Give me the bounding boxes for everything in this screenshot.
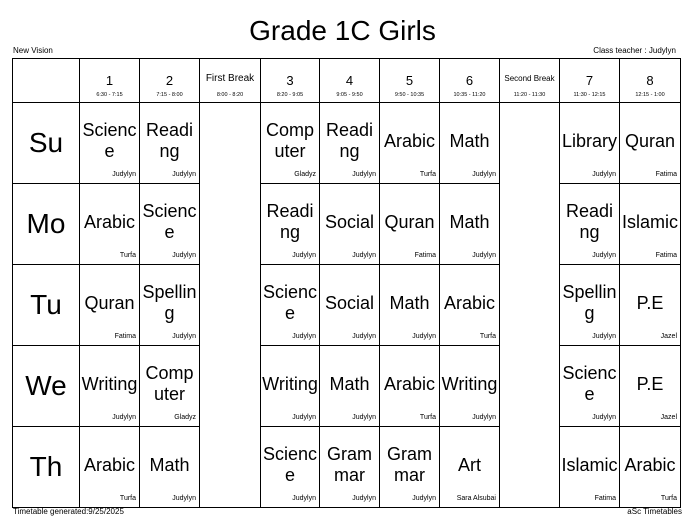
- lesson-cell: [320, 427, 380, 508]
- subject-name: Science: [82, 120, 137, 161]
- subject-name: Grammar: [327, 444, 372, 485]
- day-label: Su: [28, 127, 64, 158]
- subject-name: P.E: [636, 373, 664, 394]
- subject-name: Spelling: [142, 282, 197, 323]
- subject-name: Quran: [624, 130, 676, 151]
- period-header: [560, 59, 620, 103]
- header-row: [13, 59, 681, 103]
- break-column: [500, 103, 560, 508]
- teacher-name: Jazel: [660, 333, 677, 340]
- subject-name: Grammar: [387, 444, 432, 485]
- period-time: 9:05 - 9:50: [336, 92, 363, 98]
- lesson-cell: [140, 103, 200, 184]
- subject-name: Arabic: [83, 454, 136, 475]
- lesson-cell: [320, 265, 380, 346]
- lesson-cell: [380, 427, 440, 508]
- lesson-cell: [560, 427, 620, 508]
- period-time: 7:15 - 8:00: [156, 92, 183, 98]
- teacher-name: Fatima: [414, 252, 436, 259]
- lesson-cell: [620, 346, 681, 427]
- day-cell: [13, 184, 80, 265]
- subject-name: Spelling: [562, 282, 617, 323]
- teacher-name: Turfa: [660, 495, 677, 502]
- teacher-name: Turfa: [119, 495, 136, 502]
- subject-name: Quran: [384, 211, 435, 232]
- teacher-name: Judylyn: [172, 495, 196, 502]
- subject-name: Math: [449, 130, 490, 151]
- teacher-name: Judylyn: [472, 171, 496, 178]
- period-number: 5: [405, 73, 414, 88]
- subject-name: Computer: [145, 363, 194, 404]
- page-title: Grade 1C Girls: [249, 15, 436, 46]
- period-time: 11:20 - 11:30: [513, 92, 546, 98]
- lesson-cell: [560, 265, 620, 346]
- lesson-cell: [620, 103, 681, 184]
- teacher-name: Fatima: [594, 495, 616, 502]
- teacher-name: Judylyn: [292, 333, 316, 340]
- lesson-cell: [440, 103, 500, 184]
- teacher-name: Turfa: [479, 333, 496, 340]
- subject-name: Writing: [81, 373, 138, 394]
- subject-name: Islamic: [621, 211, 678, 232]
- period-time: 10:35 - 11:20: [453, 92, 486, 98]
- day-row: [13, 184, 681, 265]
- lesson-cell: [80, 184, 140, 265]
- lesson-cell: [140, 265, 200, 346]
- teacher-name: Turfa: [419, 171, 436, 178]
- day-row: [13, 265, 681, 346]
- lesson-cell: [80, 265, 140, 346]
- break-label: Second Break: [504, 74, 555, 83]
- teacher-name: Judylyn: [592, 252, 616, 259]
- day-label: Th: [29, 451, 63, 482]
- teacher-name: Sara Alsubai: [456, 495, 496, 502]
- day-cell: [13, 346, 80, 427]
- lesson-cell: [380, 184, 440, 265]
- timetable-grid: [12, 58, 681, 508]
- subject-name: Science: [262, 444, 318, 485]
- teacher-name: Fatima: [655, 252, 677, 259]
- subject-name: Math: [149, 454, 190, 475]
- teacher-name: Judylyn: [352, 333, 376, 340]
- teacher-name: Judylyn: [352, 495, 376, 502]
- subject-name: Library: [561, 130, 618, 151]
- lesson-cell: [560, 346, 620, 427]
- lesson-cell: [620, 184, 681, 265]
- teacher-name: Judylyn: [112, 414, 136, 421]
- teacher-name: Judylyn: [352, 414, 376, 421]
- period-header: [320, 59, 380, 103]
- subject-name: Math: [449, 211, 490, 232]
- day-cell: [13, 265, 80, 346]
- subject-name: Social: [324, 211, 375, 232]
- subject-name: Arabic: [383, 130, 436, 151]
- period-number: 4: [345, 73, 354, 88]
- class-teacher: Class teacher : Judylyn: [593, 46, 676, 55]
- period-header: [440, 59, 500, 103]
- lesson-cell: [620, 265, 681, 346]
- generated-date: Timetable generated:9/25/2025: [13, 507, 124, 516]
- lesson-cell: [261, 103, 320, 184]
- subject-name: Writing: [441, 373, 498, 394]
- lesson-cell: [320, 103, 380, 184]
- day-label: Tu: [30, 289, 62, 320]
- break-header: [200, 59, 261, 103]
- school-name: New Vision: [13, 46, 53, 55]
- teacher-name: Gladyz: [174, 414, 196, 421]
- lesson-cell: [320, 184, 380, 265]
- lesson-cell: [380, 265, 440, 346]
- period-number: 2: [165, 73, 174, 88]
- subject-name: Arabic: [83, 211, 136, 232]
- teacher-name: Fatima: [655, 171, 677, 178]
- subject-name: Reading: [565, 201, 614, 242]
- period-header: [261, 59, 320, 103]
- teacher-name: Judylyn: [292, 495, 316, 502]
- teacher-name: Judylyn: [352, 252, 376, 259]
- lesson-cell: [261, 346, 320, 427]
- subject-name: Art: [457, 454, 481, 475]
- subject-name: Science: [142, 201, 197, 242]
- subject-name: Arabic: [443, 292, 496, 313]
- subject-name: Islamic: [561, 454, 618, 475]
- period-time: 8:00 - 8:20: [216, 92, 244, 98]
- subject-name: P.E: [636, 292, 664, 313]
- lesson-cell: [80, 346, 140, 427]
- corner-cell: [13, 59, 80, 103]
- teacher-name: Judylyn: [172, 252, 196, 259]
- subject-name: Computer: [265, 120, 314, 161]
- lesson-cell: [380, 103, 440, 184]
- subject-name: Science: [262, 282, 318, 323]
- day-cell: [13, 427, 80, 508]
- lesson-cell: [440, 265, 500, 346]
- teacher-name: Judylyn: [412, 495, 436, 502]
- lesson-cell: [440, 184, 500, 265]
- day-label: Mo: [26, 208, 66, 239]
- lesson-cell: [140, 427, 200, 508]
- subject-name: Social: [324, 292, 375, 313]
- teacher-name: Judylyn: [412, 333, 436, 340]
- software-name: aSc Timetables: [627, 507, 682, 516]
- lesson-cell: [320, 346, 380, 427]
- break-label: First Break: [205, 73, 255, 84]
- lesson-cell: [440, 427, 500, 508]
- period-header: [80, 59, 140, 103]
- teacher-name: Gladyz: [294, 171, 316, 178]
- period-number: 7: [585, 73, 594, 88]
- period-number: 3: [286, 73, 294, 88]
- teacher-name: Judylyn: [472, 252, 496, 259]
- teacher-name: Judylyn: [592, 333, 616, 340]
- day-row: [13, 103, 681, 184]
- period-time: 6:30 - 7:15: [96, 92, 123, 98]
- teacher-name: Fatima: [114, 333, 136, 340]
- lesson-cell: [620, 427, 681, 508]
- period-header: [380, 59, 440, 103]
- day-cell: [13, 103, 80, 184]
- day-label: We: [25, 370, 67, 401]
- day-row: [13, 346, 681, 427]
- subject-name: Arabic: [383, 373, 436, 394]
- lesson-cell: [80, 103, 140, 184]
- period-number: 8: [646, 73, 654, 88]
- period-number: 1: [105, 73, 114, 88]
- lesson-cell: [440, 346, 500, 427]
- teacher-name: Judylyn: [292, 252, 316, 259]
- break-column: [200, 103, 261, 508]
- teacher-name: Jazel: [660, 414, 677, 421]
- subject-name: Math: [389, 292, 430, 313]
- period-header: [620, 59, 681, 103]
- subject-name: Arabic: [624, 454, 676, 475]
- subject-name: Math: [329, 373, 370, 394]
- teacher-name: Judylyn: [112, 171, 136, 178]
- teacher-name: Judylyn: [592, 171, 616, 178]
- subject-name: Reading: [266, 201, 314, 242]
- lesson-cell: [560, 103, 620, 184]
- period-number: 6: [465, 73, 474, 88]
- break-header: [500, 59, 560, 103]
- lesson-cell: [261, 265, 320, 346]
- teacher-name: Turfa: [419, 414, 436, 421]
- lesson-cell: [140, 346, 200, 427]
- subject-name: Writing: [262, 373, 318, 394]
- day-row: [13, 427, 681, 508]
- period-time: 8:20 - 9:05: [276, 92, 304, 98]
- teacher-name: Judylyn: [592, 414, 616, 421]
- teacher-name: Judylyn: [172, 171, 196, 178]
- period-time: 12:15 - 1:00: [635, 92, 665, 98]
- lesson-cell: [140, 184, 200, 265]
- subject-name: Science: [562, 363, 617, 404]
- period-header: [140, 59, 200, 103]
- lesson-cell: [261, 184, 320, 265]
- lesson-cell: [380, 346, 440, 427]
- subject-name: Reading: [325, 120, 374, 161]
- period-time: 11:30 - 12:15: [573, 92, 606, 98]
- period-time: 9:50 - 10:35: [394, 92, 425, 98]
- teacher-name: Turfa: [119, 252, 136, 259]
- subject-name: Reading: [145, 120, 194, 161]
- subject-name: Quran: [84, 292, 135, 313]
- lesson-cell: [261, 427, 320, 508]
- teacher-name: Judylyn: [172, 333, 196, 340]
- lesson-cell: [80, 427, 140, 508]
- teacher-name: Judylyn: [292, 414, 316, 421]
- teacher-name: Judylyn: [472, 414, 496, 421]
- lesson-cell: [560, 184, 620, 265]
- teacher-name: Judylyn: [352, 171, 376, 178]
